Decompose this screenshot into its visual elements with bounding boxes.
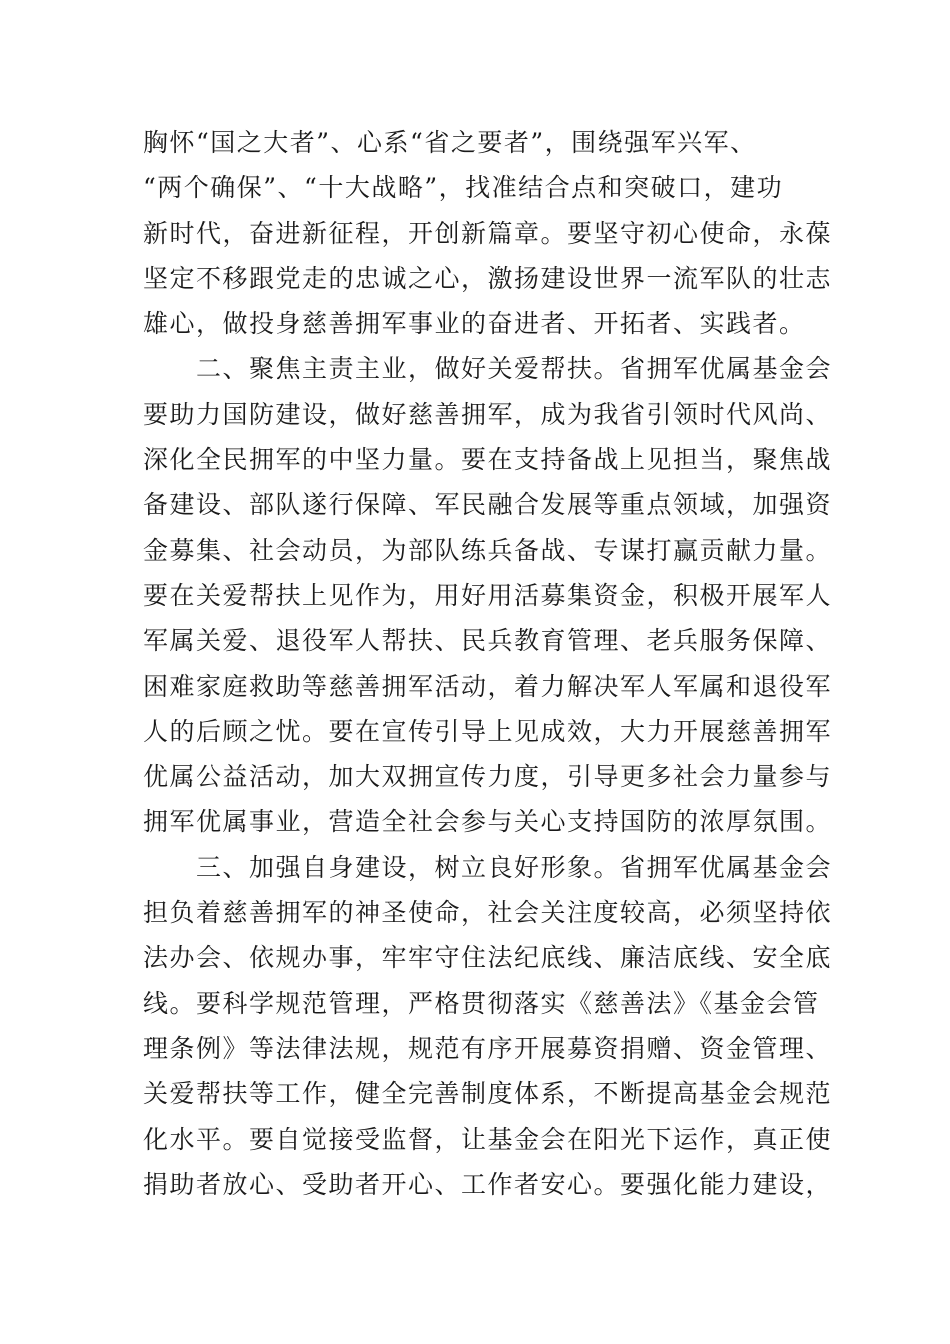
body-text <box>143 120 833 1207</box>
text-line: 理条例》等法律法规，规范有序开展募资捐赠、资金管理、 <box>143 1033 833 1063</box>
text-line: 困难家庭救助等慈善拥军活动，着力解决军人军属和退役军 <box>143 671 833 701</box>
text-line: 捐助者放心、受助者开心、工作者安心。要强化能力建设， <box>143 1169 833 1199</box>
text-line: 要助力国防建设，做好慈善拥军，成为我省引领时代风尚、 <box>143 399 833 429</box>
text-line: 人的后顾之忧。要在宣传引导上见成效，大力开展慈善拥军 <box>143 716 833 746</box>
text-line: 新时代，奋进新征程，开创新篇章。要坚守初心使命，永葆 <box>143 218 833 248</box>
text-line: 担负着慈善拥军的神圣使命，社会关注度较高，必须坚持依 <box>143 898 833 928</box>
text-line: 胸怀“国之大者”、心系“省之要者”，围绕强军兴军、 <box>143 128 757 157</box>
text-line: 要在关爱帮扶上见作为，用好用活募集资金，积极开展军人 <box>143 580 833 610</box>
text-line: 军属关爱、退役军人帮扶、民兵教育管理、老兵服务保障、 <box>143 626 833 656</box>
text-line: 拥军优属事业，营造全社会参与关心支持国防的浓厚氛围。 <box>143 807 833 837</box>
text-line: 备建设、部队遂行保障、军民融合发展等重点领域，加强资 <box>143 490 833 520</box>
text-line: 坚定不移跟党走的忠诚之心，激扬建设世界一流军队的壮志 <box>143 263 833 293</box>
text-line: 金募集、社会动员，为部队练兵备战、专谋打赢贡献力量。 <box>143 535 833 565</box>
section-three-heading-line: 三、加强自身建设，树立良好形象。省拥军优属基金会 <box>143 852 833 882</box>
text-line: 优属公益活动，加大双拥宣传力度，引导更多社会力量参与 <box>143 762 833 792</box>
text-line: 深化全民拥军的中坚力量。要在支持备战上见担当，聚焦战 <box>143 445 833 475</box>
text-line: “两个确保”、“十大战略”，找准结合点和突破口，建功 <box>143 173 784 203</box>
text-line: 线。要科学规范管理，严格贯彻落实《慈善法》《基金会管 <box>143 988 820 1018</box>
text-line: 化水平。要自觉接受监督，让基金会在阳光下运作，真正使 <box>143 1124 833 1154</box>
section-two-heading-line: 二、聚焦主责主业，做好关爱帮扶。省拥军优属基金会 <box>143 354 833 384</box>
text-line: 法办会、依规办事，牢牢守住法纪底线、廉洁底线、安全底 <box>143 943 833 973</box>
text-line: 关爱帮扶等工作，健全完善制度体系，不断提高基金会规范 <box>143 1079 833 1109</box>
text-line: 雄心，做投身慈善拥军事业的奋进者、开拓者、实践者。 <box>143 309 806 339</box>
